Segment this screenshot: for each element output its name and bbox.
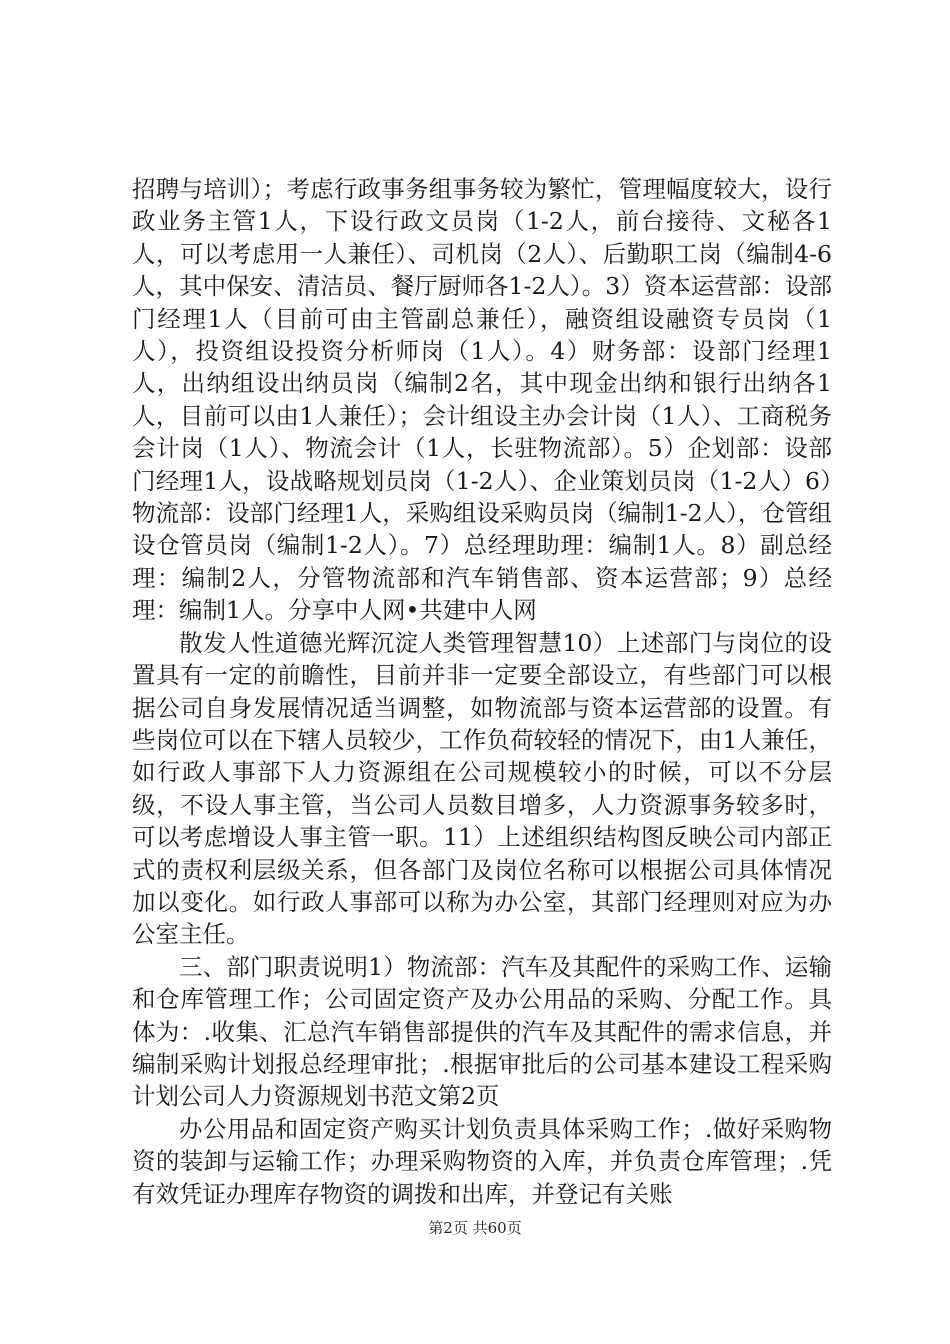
page-footer: 第2页 共60页 bbox=[428, 1219, 522, 1237]
paragraph-4: 办公用品和固定资产购买计划负责具体采购工作；.做好采购物资的装卸与运输工作；办理采购物资的入库，并负责仓库管理；.凭有效凭证办理库存物资的调拨和出库，并登记有关账 bbox=[132, 1114, 832, 1208]
document-body bbox=[132, 173, 832, 1210]
paragraph-2: 散发人性道德光辉沉淀人类管理智慧10）上述部门与岗位的设置具有一定的前瞻性，目前并非一定要全部设立，有些部门可以根据公司自身发展情况适当调整，如物流部与资本运营部的设置。有些岗位可以在下辖人员较少，工作负荷较轻的情况下，由1人兼任，如行政人事部下人力资源组在公司规模较小的时候，可以不分层级，不设人事主管，当公司人员数目增多，人力资源事务较多时，可以考虑增设人事主管一职。11）上述组织结构图反映公司内部正式的责权利层级关系，但各部门及岗位名称可以根据公司具体情况加以变化。如行政人事部可以称为办公室，其部门经理则对应为办公室主任。 bbox=[132, 628, 832, 949]
paragraph-1: 招聘与培训）；考虑行政事务组事务较为繁忙，管理幅度较大，设行政业务主管1人，下设行政文员岗（1-2人，前台接待、文秘各1人，可以考虑用一人兼任）、司机岗（2人）、后勤职工岗（编制4-6人，其中保安、清洁员、餐厅厨师各1-2人）。3）资本运营部：设部门经理1人（目前可由主管副总兼任），融资组设融资专员岗（1人），投资组设投资分析师岗（1人）。4）财务部：设部门经理1人，出纳组设出纳员岗（编制2名，其中现金出纳和银行出纳各1人，目前可以由1人兼任）；会计组设主办会计岗（1人）、工商税务会计岗（1人）、物流会计（1人，长驻物流部）。5）企划部：设部门经理1人，设战略规划员岗（1-2人）、企业策划员岗（1-2人）6）物流部：设部门经理1人，采购组设采购员岗（编制1-2人），仓管组设仓管员岗（编制1-2人）。7）总经理助理：编制1人。8）副总经理：编制2人，分管物流部和汽车销售部、资本运营部；9）总经理：编制1人。分享中人网•共建中人网 bbox=[132, 175, 832, 625]
paragraph-3: 三、部门职责说明1）物流部：汽车及其配件的采购工作、运输和仓库管理工作；公司固定资产及办公用品的采购、分配工作。具体为：.收集、汇总汽车销售部提供的汽车及其配件的需求信息，并编制采购计划报总经理审批；.根据审批后的公司基本建设工程采购计划公司人力资源规划书范文第2页 bbox=[132, 952, 832, 1111]
